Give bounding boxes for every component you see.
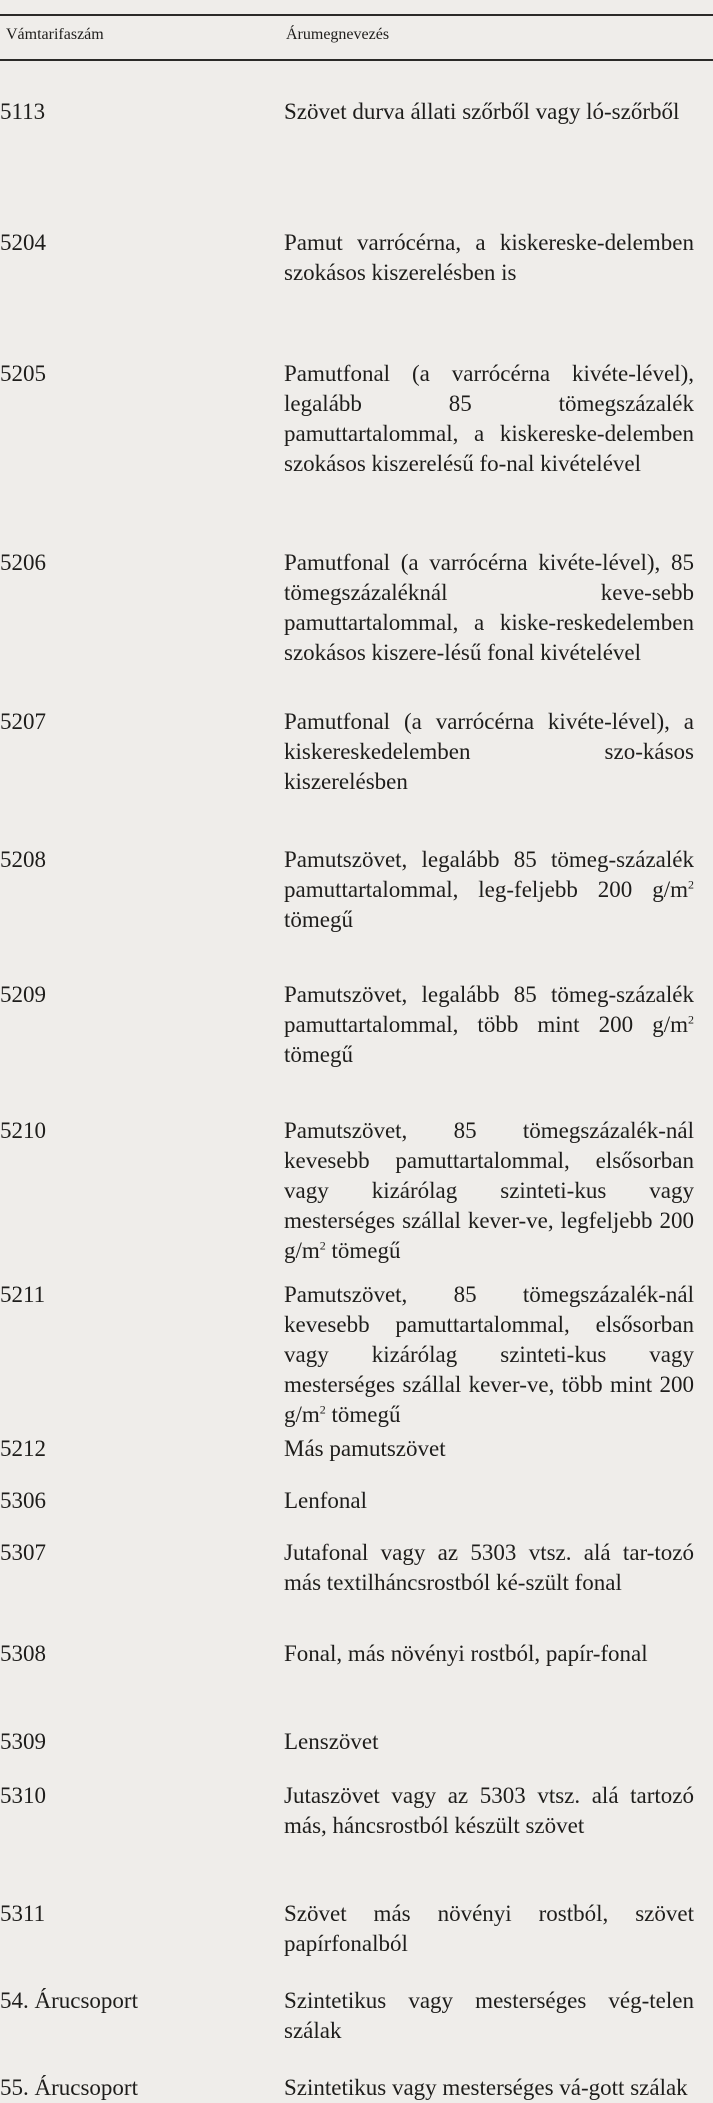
tariff-code: 5307 [0, 1540, 46, 1565]
tariff-code: 5206 [0, 550, 46, 575]
goods-description [284, 980, 694, 1070]
tariff-code: 5204 [0, 230, 46, 255]
description-tail: tömegű [325, 1238, 401, 1263]
table-row [0, 359, 713, 479]
description-text: Szintetikus vagy mesterséges vá-gott szálak [284, 2075, 688, 2100]
description-text: Jutaszövet vagy az 5303 vtsz. alá tartozó más, háncsrostból készült szövet [284, 1783, 694, 1838]
goods-description [284, 1781, 694, 1841]
description-text: Pamutfonal (a varrócérna kivéte-lével), legalább 85 tömegszázalék pamuttartalommal, a kiskereske-delemben szokásos kiszerelésű fo-nal kivételével [284, 361, 694, 476]
tariff-code: 55. Árucsoport [0, 2075, 138, 2100]
table-header [0, 22, 713, 56]
tariff-code: 5205 [0, 361, 46, 386]
tariff-code: 5208 [0, 847, 46, 872]
table-row [0, 1538, 713, 1598]
description-text: Szövet durva állati szőrből vagy ló-szőrből [284, 99, 680, 124]
description-text: Pamutfonal (a varrócérna kivéte-lével), a kiskereskedelemben szo-kásos kiszerelésben [284, 709, 694, 794]
goods-description [284, 1434, 694, 1464]
table-row [0, 707, 713, 797]
tariff-code: 5306 [0, 1488, 46, 1513]
table-row [0, 845, 713, 935]
table-row [0, 1986, 713, 2046]
table-row [0, 1116, 713, 1266]
column-header-code: Vámtarifaszám [6, 26, 104, 43]
goods-description [284, 707, 694, 797]
goods-description [284, 1639, 694, 1669]
goods-description [284, 97, 694, 127]
goods-description [284, 228, 694, 288]
tariff-code: 5310 [0, 1783, 46, 1808]
tariff-code: 5212 [0, 1436, 46, 1461]
table-row [0, 1280, 713, 1430]
header-top-rule [0, 14, 713, 16]
table-row [0, 548, 713, 668]
description-text: Lenfonal [284, 1488, 368, 1513]
description-text: Szintetikus vagy mesterséges vég-telen szálak [284, 1988, 694, 2043]
tariff-code: 5308 [0, 1641, 46, 1666]
description-tail: tömegű [325, 1402, 401, 1427]
tariff-code: 5207 [0, 709, 46, 734]
header-bottom-rule [0, 59, 713, 61]
goods-description [284, 1280, 694, 1430]
goods-description [284, 548, 694, 668]
goods-description [284, 1538, 694, 1598]
description-text: Pamutszövet, legalább 85 tömeg-százalék pamuttartalommal, több mint 200 g/m [284, 982, 694, 1037]
unit-superscript: 2 [319, 1238, 326, 1253]
description-text: Jutafonal vagy az 5303 vtsz. alá tar-tozó más textilháncsrostból ké-szült fonal [284, 1540, 694, 1595]
unit-superscript: 2 [688, 1012, 694, 1027]
description-text: Pamutszövet, legalább 85 tömeg-százalék pamuttartalommal, leg-feljebb 200 g/m [284, 847, 694, 902]
tariff-code: 5209 [0, 982, 46, 1007]
tariff-code: 5210 [0, 1118, 46, 1143]
table-row [0, 1434, 713, 1464]
table-row [0, 980, 713, 1070]
tariff-code: 5311 [0, 1901, 46, 1926]
table-row [0, 1639, 713, 1669]
table-row [0, 1899, 713, 1959]
description-text: Fonal, más növényi rostból, papír-fonal [284, 1641, 648, 1666]
unit-superscript: 2 [688, 877, 694, 892]
description-text: Pamutszövet, 85 tömegszázalék-nál kevesebb pamuttartalommal, elsősorban vagy kizárólag szinteti-kus vagy mesterséges szállal kever-ve, legfeljebb 200 g/m [284, 1118, 694, 1263]
description-text: Szövet más növényi rostból, szövet papírfonalból [284, 1901, 694, 1956]
goods-description [284, 1116, 694, 1266]
description-text: Pamutszövet, 85 tömegszázalék-nál kevesebb pamuttartalommal, elsősorban vagy kizárólag szinteti-kus vagy mesterséges szállal kever-ve, több mint 200 g/m [284, 1282, 694, 1427]
table-row [0, 1486, 713, 1516]
table-row [0, 97, 713, 127]
description-text: Pamut varrócérna, a kiskereske-delemben szokásos kiszerelésben is [284, 230, 694, 285]
goods-description [284, 1986, 694, 2046]
description-tail: tömegű [284, 1042, 353, 1067]
description-text: Lenszövet [284, 1729, 379, 1754]
goods-description [284, 359, 694, 479]
goods-description [284, 1727, 694, 1757]
goods-description [284, 1899, 694, 1959]
table-row [0, 1727, 713, 1757]
tariff-code: 5309 [0, 1729, 46, 1754]
tariff-code: 54. Árucsoport [0, 1988, 138, 2013]
tariff-code: 5113 [0, 99, 46, 124]
goods-description [284, 2073, 694, 2103]
table-row [0, 228, 713, 288]
unit-superscript: 2 [319, 1402, 326, 1417]
description-text: Más pamutszövet [284, 1436, 446, 1461]
column-header-description: Árumegnevezés [286, 26, 390, 43]
description-text: Pamutfonal (a varrócérna kivéte-lével), 85 tömegszázaléknál keve-sebb pamuttartalommal, a kiske-reskedelemben szokásos kiszere-lésű fonal kivételével [284, 550, 694, 665]
goods-description [284, 845, 694, 935]
tariff-code: 5211 [0, 1282, 46, 1307]
table-row [0, 1781, 713, 1841]
table-row [0, 2073, 713, 2103]
goods-description [284, 1486, 694, 1516]
description-tail: tömegű [284, 907, 353, 932]
